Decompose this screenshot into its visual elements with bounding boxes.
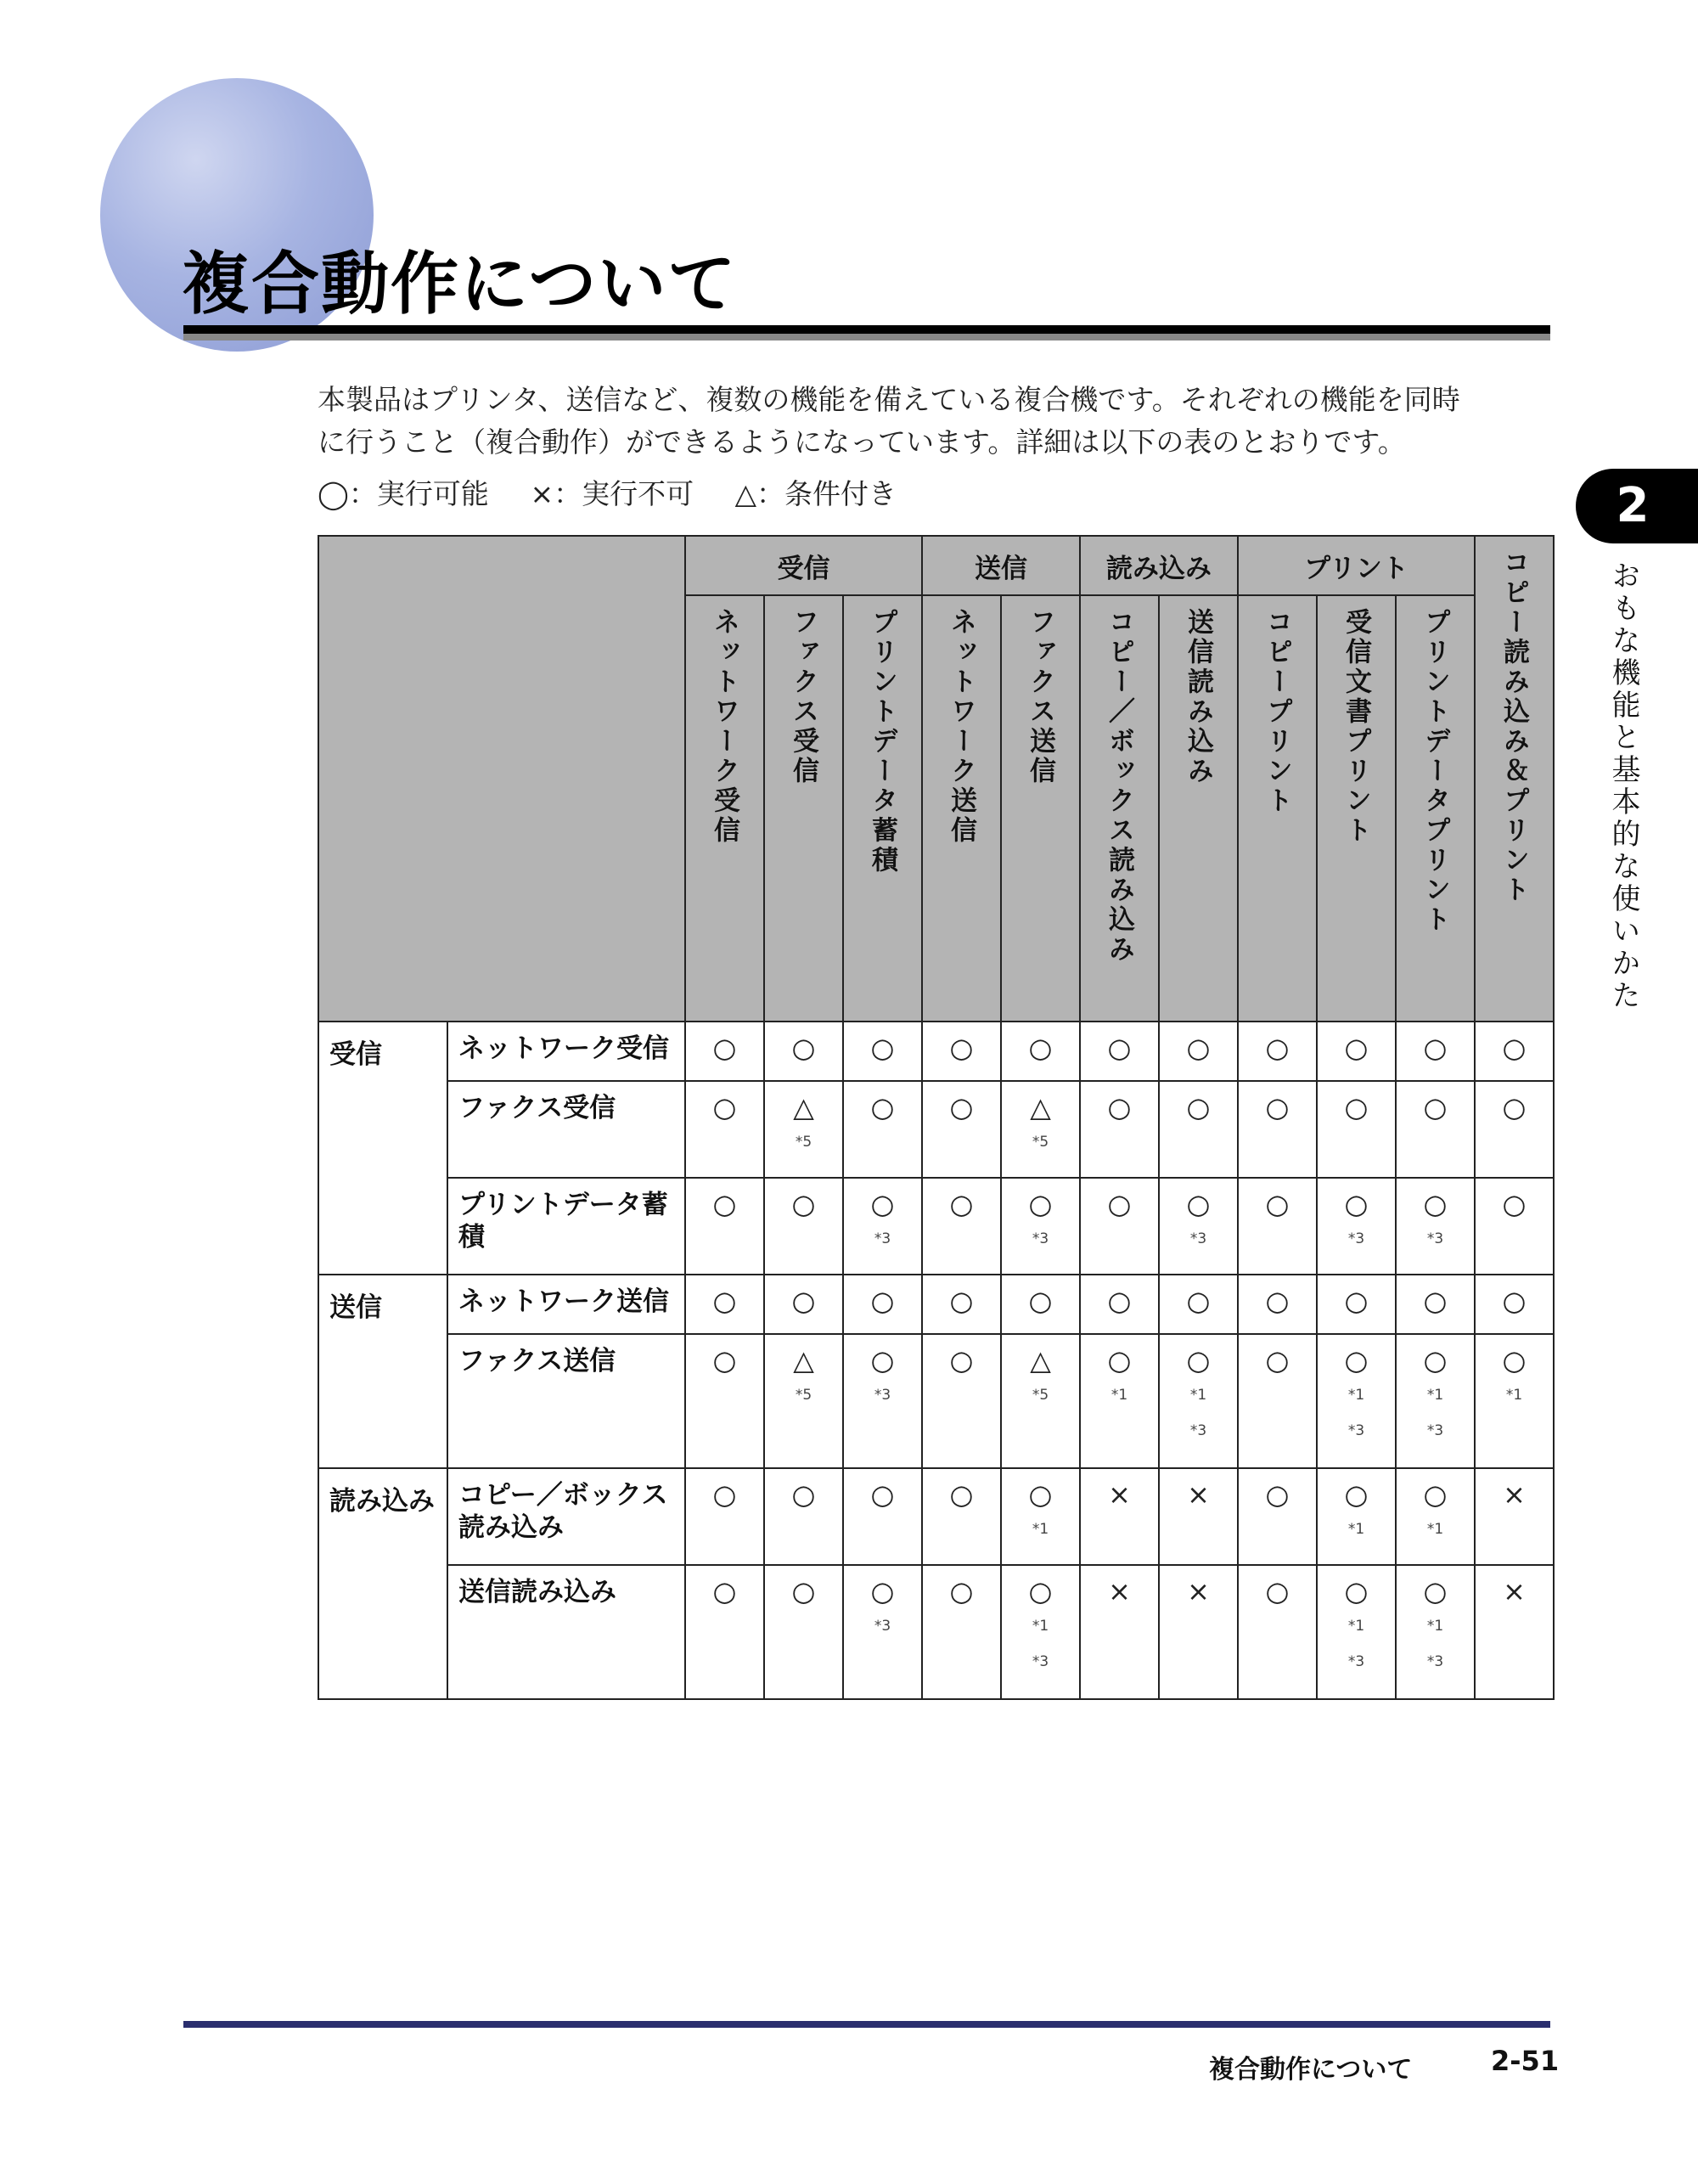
circle-symbol: ○ — [1502, 1091, 1527, 1123]
table-cell — [1238, 1334, 1317, 1468]
cross-symbol: × — [1503, 1575, 1526, 1607]
table-cell — [1396, 1178, 1475, 1275]
table-cell — [922, 1565, 1001, 1699]
circle-symbol: ○ — [1423, 1091, 1448, 1123]
footnote-ref: *3 — [1189, 1230, 1207, 1247]
table-cell — [1475, 1275, 1554, 1334]
table-cell — [685, 1081, 764, 1178]
circle-symbol: ○ — [870, 1091, 895, 1123]
table-cell — [1475, 1565, 1554, 1699]
footnote-ref: *3 — [874, 1618, 891, 1635]
table-cell — [843, 1565, 922, 1699]
circle-symbol: ○ — [1265, 1478, 1290, 1511]
circle-symbol: ○ — [1028, 1478, 1053, 1511]
row-group-label: 読み込み — [318, 1468, 447, 1699]
column-header-label: ファクス送信 — [1025, 608, 1055, 786]
table-cell — [1475, 1022, 1554, 1081]
circle-symbol: ○ — [791, 1575, 816, 1607]
table-cell — [1396, 1275, 1475, 1334]
table-cell — [922, 1022, 1001, 1081]
circle-symbol: ○ — [1344, 1478, 1369, 1511]
circle-symbol: ○ — [1423, 1478, 1448, 1511]
table-cell — [1159, 1022, 1238, 1081]
table-cell — [1001, 1178, 1080, 1275]
footnote-ref: *3 — [1426, 1230, 1444, 1247]
table-cell — [1317, 1081, 1396, 1178]
column-header-label: コピー読み込み＆プリント — [1498, 549, 1529, 905]
intro-paragraph — [318, 379, 1557, 464]
circle-symbol: ○ — [949, 1032, 974, 1064]
column-header — [685, 595, 764, 1022]
multi-function-matrix — [318, 535, 1555, 1700]
circle-symbol: ○ — [1186, 1344, 1211, 1376]
table-row — [318, 1081, 1554, 1178]
column-header-label: ネットワーク送信 — [946, 608, 976, 846]
circle-symbol: ○ — [1502, 1032, 1527, 1064]
column-header — [1396, 595, 1475, 1022]
row-label: ファクス受信 — [447, 1081, 685, 1178]
footnote-ref: *3 — [1347, 1653, 1365, 1670]
table-cell — [1001, 1334, 1080, 1468]
table-cell — [1238, 1022, 1317, 1081]
footnote-ref: *5 — [1032, 1134, 1049, 1151]
table-cell — [843, 1178, 922, 1275]
chapter-number: 2 — [1616, 478, 1650, 533]
table-cell — [1001, 1275, 1080, 1334]
legend-conditional: △：条件付き — [734, 477, 897, 510]
column-group-header: 読み込み — [1080, 536, 1238, 595]
row-label: プリントデータ蓄積 — [447, 1178, 685, 1275]
table-cell — [1317, 1334, 1396, 1468]
cross-symbol: × — [1187, 1575, 1210, 1607]
circle-symbol: ○ — [1028, 1188, 1053, 1220]
cross-symbol: × — [1503, 1478, 1526, 1511]
footnote-ref: *3 — [1189, 1422, 1207, 1439]
table-cell — [1238, 1565, 1317, 1699]
circle-symbol: ○ — [1265, 1575, 1290, 1607]
column-header-label: コピー／ボックス読み込み — [1104, 608, 1134, 965]
table-cell — [843, 1275, 922, 1334]
table-cell — [922, 1275, 1001, 1334]
table-cell — [1159, 1334, 1238, 1468]
table-cell — [1080, 1081, 1159, 1178]
circle-symbol: ○ — [870, 1344, 895, 1376]
column-header — [1159, 595, 1238, 1022]
row-label: ファクス送信 — [447, 1334, 685, 1468]
circle-symbol: ○ — [870, 1285, 895, 1317]
column-header — [1001, 595, 1080, 1022]
table-cell — [1396, 1565, 1475, 1699]
table-cell — [1317, 1275, 1396, 1334]
column-group-header: 送信 — [922, 536, 1080, 595]
triangle-symbol: △ — [793, 1344, 814, 1376]
table-cell — [1080, 1022, 1159, 1081]
footnote-ref: *5 — [1032, 1387, 1049, 1404]
table-row — [318, 1468, 1554, 1565]
footnote-ref: *3 — [1347, 1422, 1365, 1439]
table-row — [318, 1334, 1554, 1468]
footnote-ref: *3 — [1426, 1422, 1444, 1439]
row-label: 送信読み込み — [447, 1565, 685, 1699]
table-cell — [1080, 1565, 1159, 1699]
column-header — [1238, 595, 1317, 1022]
circle-symbol: ○ — [791, 1478, 816, 1511]
circle-symbol: ○ — [949, 1091, 974, 1123]
footnote-ref: *3 — [874, 1387, 891, 1404]
footnote-ref: *1 — [1426, 1618, 1444, 1635]
circle-symbol: ○ — [1107, 1344, 1132, 1376]
column-header — [1080, 595, 1159, 1022]
table-cell — [685, 1565, 764, 1699]
circle-symbol: ○ — [1028, 1285, 1053, 1317]
table-cell — [685, 1275, 764, 1334]
circle-symbol: ○ — [1265, 1032, 1290, 1064]
circle-symbol: ○ — [1107, 1091, 1132, 1123]
table-cell — [1159, 1468, 1238, 1565]
table-cell — [1475, 1468, 1554, 1565]
table-row — [318, 1275, 1554, 1334]
circle-symbol: ○ — [1423, 1285, 1448, 1317]
column-group-header: プリント — [1238, 536, 1475, 595]
circle-symbol: ○ — [870, 1575, 895, 1607]
table-cell — [843, 1334, 922, 1468]
column-header-copy-scan-print — [1475, 536, 1554, 1022]
footnote-ref: *3 — [1426, 1653, 1444, 1670]
table-cell — [1080, 1334, 1159, 1468]
triangle-symbol: △ — [1030, 1344, 1051, 1376]
column-header-label: ネットワーク受信 — [709, 608, 739, 846]
circle-symbol: ○ — [1186, 1091, 1211, 1123]
table-cell — [1080, 1468, 1159, 1565]
circle-symbol: ○ — [712, 1091, 737, 1123]
table-cell — [764, 1565, 843, 1699]
table-cell — [1080, 1178, 1159, 1275]
page-title: 複合動作について — [182, 245, 738, 324]
circle-symbol: ○ — [949, 1478, 974, 1511]
column-header — [1317, 595, 1396, 1022]
cross-symbol: × — [1108, 1478, 1131, 1511]
circle-symbol: ○ — [949, 1188, 974, 1220]
footer-section-title: 複合動作について — [1209, 2055, 1413, 2085]
circle-symbol: ○ — [1502, 1344, 1527, 1376]
column-group-header: 受信 — [685, 536, 922, 595]
circle-symbol: ○ — [1344, 1285, 1369, 1317]
footnote-ref: *5 — [795, 1134, 812, 1151]
table-cell — [1238, 1468, 1317, 1565]
table-cell — [922, 1468, 1001, 1565]
table-cell — [1159, 1178, 1238, 1275]
table-cell — [1475, 1334, 1554, 1468]
column-header-label: プリントデータ蓄積 — [867, 608, 897, 875]
table-cell — [685, 1468, 764, 1565]
table-cell — [1238, 1178, 1317, 1275]
table-corner-cell — [318, 536, 685, 1022]
column-header — [764, 595, 843, 1022]
footnote-ref: *1 — [1347, 1387, 1365, 1404]
circle-symbol: ○ — [712, 1285, 737, 1317]
chapter-tab — [1576, 469, 1698, 543]
circle-symbol: ○ — [712, 1032, 737, 1064]
circle-symbol: ○ — [1186, 1188, 1211, 1220]
circle-symbol: ○ — [1502, 1285, 1527, 1317]
circle-symbol: ○ — [1344, 1344, 1369, 1376]
table-cell — [685, 1022, 764, 1081]
table-cell — [922, 1081, 1001, 1178]
table-cell — [764, 1081, 843, 1178]
table-cell — [764, 1022, 843, 1081]
footer-rule — [183, 2021, 1550, 2028]
circle-symbol: ○ — [1028, 1032, 1053, 1064]
table-cell — [764, 1334, 843, 1468]
table-cell — [843, 1022, 922, 1081]
row-label: ネットワーク送信 — [447, 1275, 685, 1334]
column-header-label: コピープリント — [1262, 608, 1292, 816]
table-cell — [1475, 1081, 1554, 1178]
table-cell — [1159, 1565, 1238, 1699]
table-cell — [1317, 1565, 1396, 1699]
footnote-ref: *1 — [1110, 1387, 1128, 1404]
table-cell — [1001, 1022, 1080, 1081]
footnote-ref: *1 — [1189, 1387, 1207, 1404]
circle-symbol: ○ — [1423, 1032, 1448, 1064]
table-cell — [1238, 1081, 1317, 1178]
footnote-ref: *3 — [1347, 1230, 1365, 1247]
row-label: ネットワーク受信 — [447, 1022, 685, 1081]
column-header-label: 送信読み込み — [1183, 608, 1213, 786]
circle-symbol: ○ — [712, 1188, 737, 1220]
table-cell — [1238, 1275, 1317, 1334]
circle-symbol: ○ — [1265, 1285, 1290, 1317]
table-cell — [1396, 1081, 1475, 1178]
circle-symbol: ○ — [1502, 1188, 1527, 1220]
circle-symbol: ○ — [1265, 1091, 1290, 1123]
table-cell — [764, 1275, 843, 1334]
circle-symbol: ○ — [1265, 1188, 1290, 1220]
circle-symbol: ○ — [1423, 1344, 1448, 1376]
footnote-ref: *1 — [1426, 1521, 1444, 1538]
column-header-label: プリントデータプリント — [1420, 608, 1450, 935]
circle-symbol: ○ — [791, 1032, 816, 1064]
table-cell — [843, 1081, 922, 1178]
circle-symbol: ○ — [1186, 1285, 1211, 1317]
circle-symbol: ○ — [870, 1032, 895, 1064]
title-rule — [183, 325, 1550, 334]
circle-symbol: ○ — [1344, 1188, 1369, 1220]
table-cell — [922, 1334, 1001, 1468]
table-cell — [1001, 1565, 1080, 1699]
circle-symbol: ○ — [1423, 1188, 1448, 1220]
circle-symbol: ○ — [712, 1478, 737, 1511]
table-cell — [764, 1178, 843, 1275]
circle-symbol: ○ — [1344, 1032, 1369, 1064]
footnote-ref: *1 — [1505, 1387, 1523, 1404]
table-row — [318, 1178, 1554, 1275]
circle-symbol: ○ — [870, 1188, 895, 1220]
circle-symbol: ○ — [870, 1478, 895, 1511]
footnote-ref: *1 — [1426, 1387, 1444, 1404]
triangle-symbol: △ — [793, 1091, 814, 1123]
column-header-label: 受信文書プリント — [1341, 608, 1371, 846]
row-group-label: 受信 — [318, 1022, 447, 1275]
footnote-ref: *1 — [1347, 1618, 1365, 1635]
column-header-label: ファクス受信 — [788, 608, 818, 786]
circle-symbol: ○ — [1423, 1575, 1448, 1607]
legend-possible: ◯：実行可能 — [318, 477, 489, 510]
circle-symbol: ○ — [949, 1575, 974, 1607]
table-cell — [1159, 1081, 1238, 1178]
column-header — [922, 595, 1001, 1022]
legend-impossible: ×：実行不可 — [530, 477, 694, 510]
table-cell — [1159, 1275, 1238, 1334]
table-cell — [764, 1468, 843, 1565]
footnote-ref: *3 — [874, 1230, 891, 1247]
footnote-ref: *1 — [1032, 1521, 1049, 1538]
intro-line: 本製品はプリンタ、送信など、複数の機能を備えている複合機です。それぞれの機能を同時 — [318, 383, 1460, 416]
circle-symbol: ○ — [712, 1575, 737, 1607]
circle-symbol: ○ — [1107, 1285, 1132, 1317]
table-cell — [685, 1334, 764, 1468]
circle-symbol: ○ — [1028, 1575, 1053, 1607]
table-row — [318, 1022, 1554, 1081]
circle-symbol: ○ — [1265, 1344, 1290, 1376]
circle-symbol: ○ — [949, 1344, 974, 1376]
circle-symbol: ○ — [1107, 1032, 1132, 1064]
table-cell — [922, 1178, 1001, 1275]
table-cell — [1080, 1275, 1159, 1334]
cross-symbol: × — [1108, 1575, 1131, 1607]
table-cell — [1317, 1178, 1396, 1275]
column-header — [843, 595, 922, 1022]
table-cell — [1317, 1022, 1396, 1081]
circle-symbol: ○ — [1344, 1091, 1369, 1123]
circle-symbol: ○ — [1186, 1032, 1211, 1064]
table-cell — [1396, 1334, 1475, 1468]
table-cell — [1475, 1178, 1554, 1275]
circle-symbol: ○ — [1107, 1188, 1132, 1220]
circle-symbol: ○ — [1344, 1575, 1369, 1607]
footnote-ref: *3 — [1032, 1230, 1049, 1247]
table-row — [318, 1565, 1554, 1699]
circle-symbol: ○ — [949, 1285, 974, 1317]
cross-symbol: × — [1187, 1478, 1210, 1511]
symbol-legend — [318, 472, 929, 512]
chapter-side-title: おもな機能と基本的な使いかた — [1606, 560, 1640, 1012]
table-cell — [685, 1178, 764, 1275]
table-cell — [843, 1468, 922, 1565]
footnote-ref: *3 — [1032, 1653, 1049, 1670]
table-cell — [1001, 1468, 1080, 1565]
table-cell — [1396, 1022, 1475, 1081]
footnote-ref: *5 — [795, 1387, 812, 1404]
title-rule-shadow — [183, 334, 1550, 341]
circle-symbol: ○ — [791, 1188, 816, 1220]
row-label: コピー／ボックス読み込み — [447, 1468, 685, 1565]
footnote-ref: *1 — [1347, 1521, 1365, 1538]
intro-line: に行うこと（複合動作）ができるようになっています。詳細は以下の表のとおりです。 — [318, 425, 1406, 459]
table-cell — [1001, 1081, 1080, 1178]
table-cell — [1317, 1468, 1396, 1565]
footnote-ref: *1 — [1032, 1618, 1049, 1635]
triangle-symbol: △ — [1030, 1091, 1051, 1123]
row-group-label: 送信 — [318, 1275, 447, 1468]
circle-symbol: ○ — [712, 1344, 737, 1376]
page-number: 2-51 — [1491, 2045, 1560, 2077]
table-cell — [1396, 1468, 1475, 1565]
circle-symbol: ○ — [791, 1285, 816, 1317]
